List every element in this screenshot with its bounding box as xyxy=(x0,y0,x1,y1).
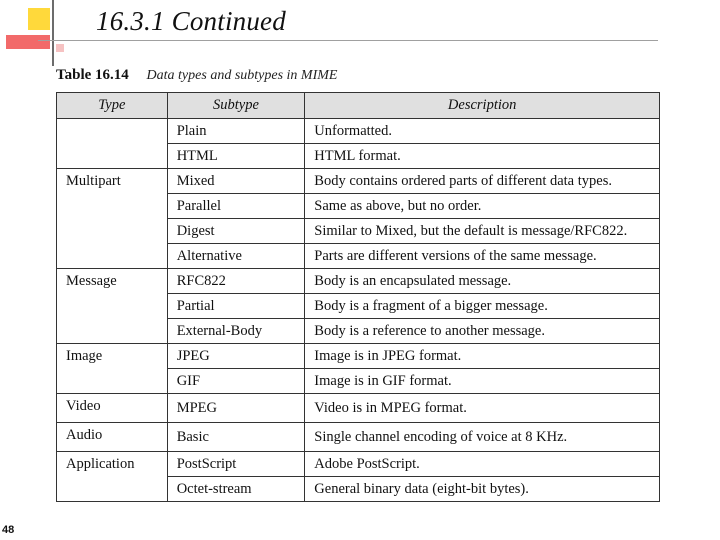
cell-description: Unformatted. xyxy=(305,119,660,144)
cell-description: Similar to Mixed, but the default is message/RFC822. xyxy=(305,219,660,244)
decor-yellow-square xyxy=(28,8,50,30)
decor-vertical-line xyxy=(52,0,54,66)
cell-type: Message xyxy=(57,269,168,344)
cell-type xyxy=(57,119,168,169)
cell-subtype: JPEG xyxy=(167,344,305,369)
cell-description: HTML format. xyxy=(305,144,660,169)
cell-subtype: Plain xyxy=(167,119,305,144)
table-row xyxy=(57,169,660,194)
table-row xyxy=(57,344,660,369)
cell-description: Body is a fragment of a bigger message. xyxy=(305,294,660,319)
slide-title: 16.3.1 Continued xyxy=(96,6,286,36)
cell-description: Body is a reference to another message. xyxy=(305,319,660,344)
table-body xyxy=(57,119,660,502)
cell-description: Parts are different versions of the same message. xyxy=(305,244,660,269)
cell-subtype: HTML xyxy=(167,144,305,169)
cell-type: Application xyxy=(57,452,168,502)
cell-subtype: Basic xyxy=(167,423,305,452)
cell-type: Video xyxy=(57,394,168,423)
cell-subtype: Mixed xyxy=(167,169,305,194)
table-caption xyxy=(56,67,337,84)
cell-description: Single channel encoding of voice at 8 KHz. xyxy=(305,423,660,452)
cell-description: Image is in JPEG format. xyxy=(305,344,660,369)
table-row xyxy=(57,423,660,452)
cell-subtype: Octet-stream xyxy=(167,477,305,502)
header-type: Type xyxy=(57,93,168,119)
cell-subtype: Digest xyxy=(167,219,305,244)
table-row xyxy=(57,452,660,477)
cell-subtype: Alternative xyxy=(167,244,305,269)
cell-type: Audio xyxy=(57,423,168,452)
page-number: 48 xyxy=(2,524,15,536)
cell-subtype: Parallel xyxy=(167,194,305,219)
table-row xyxy=(57,394,660,423)
cell-description: Video is in MPEG format. xyxy=(305,394,660,423)
decor-small-square xyxy=(56,44,64,52)
decor-horizontal-line xyxy=(38,40,658,41)
cell-description: General binary data (eight-bit bytes). xyxy=(305,477,660,502)
cell-subtype: RFC822 xyxy=(167,269,305,294)
table-caption-text: Data types and subtypes in MIME xyxy=(146,68,338,83)
cell-type: Multipart xyxy=(57,169,168,269)
decor-pink-bar xyxy=(6,35,50,49)
header-subtype: Subtype xyxy=(167,93,305,119)
cell-description: Body contains ordered parts of different data types. xyxy=(305,169,660,194)
cell-subtype: PostScript xyxy=(167,452,305,477)
table-row xyxy=(57,119,660,144)
cell-subtype: MPEG xyxy=(167,394,305,423)
table-caption-number: Table 16.14 xyxy=(56,67,129,83)
cell-description: Same as above, but no order. xyxy=(305,194,660,219)
mime-types-table xyxy=(56,92,660,502)
cell-description: Image is in GIF format. xyxy=(305,369,660,394)
cell-subtype: External-Body xyxy=(167,319,305,344)
cell-subtype: GIF xyxy=(167,369,305,394)
cell-type: Image xyxy=(57,344,168,394)
cell-subtype: Partial xyxy=(167,294,305,319)
cell-description: Adobe PostScript. xyxy=(305,452,660,477)
table-row xyxy=(57,269,660,294)
table-header-row xyxy=(57,93,660,119)
cell-description: Body is an encapsulated message. xyxy=(305,269,660,294)
header-description: Description xyxy=(305,93,660,119)
